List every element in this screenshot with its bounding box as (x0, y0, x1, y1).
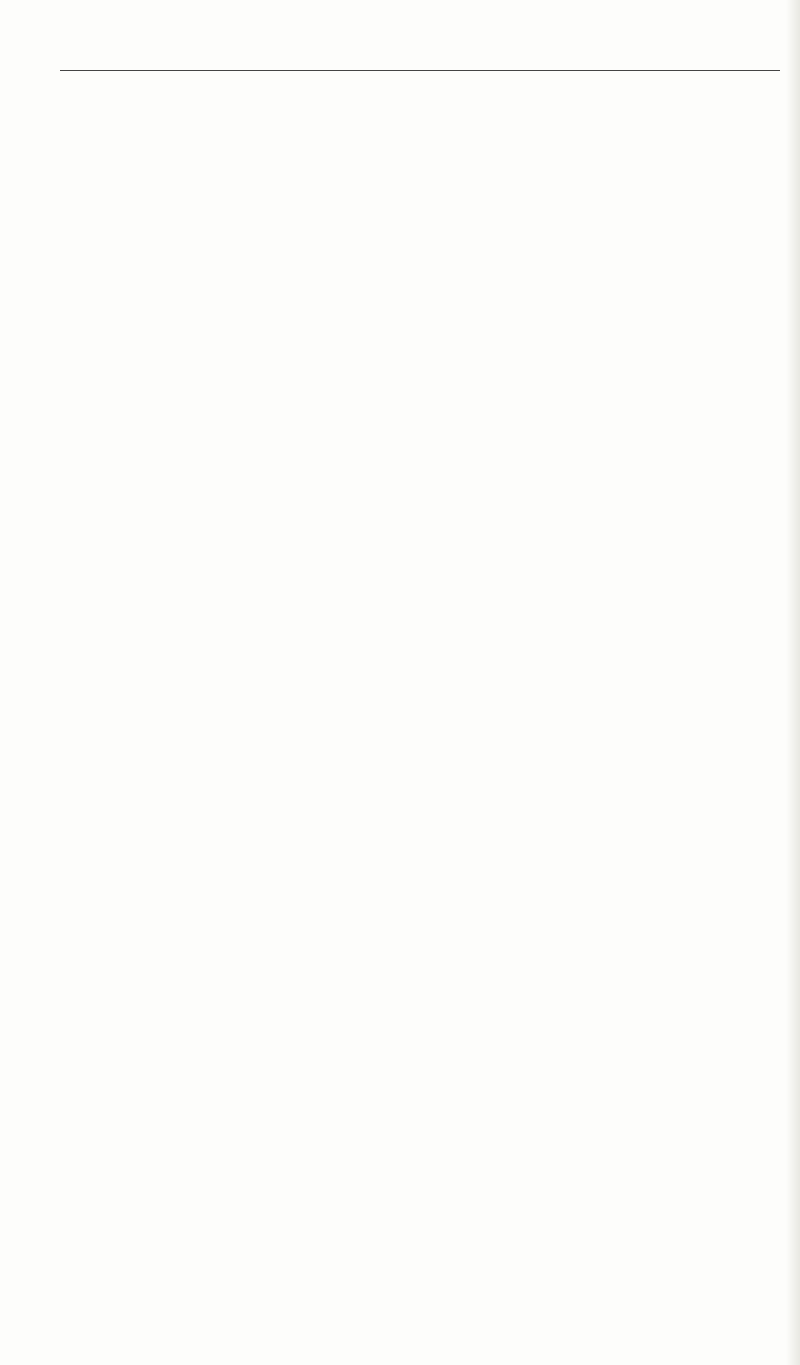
page-edge-shadow (786, 0, 800, 1365)
header-rule (60, 70, 780, 71)
